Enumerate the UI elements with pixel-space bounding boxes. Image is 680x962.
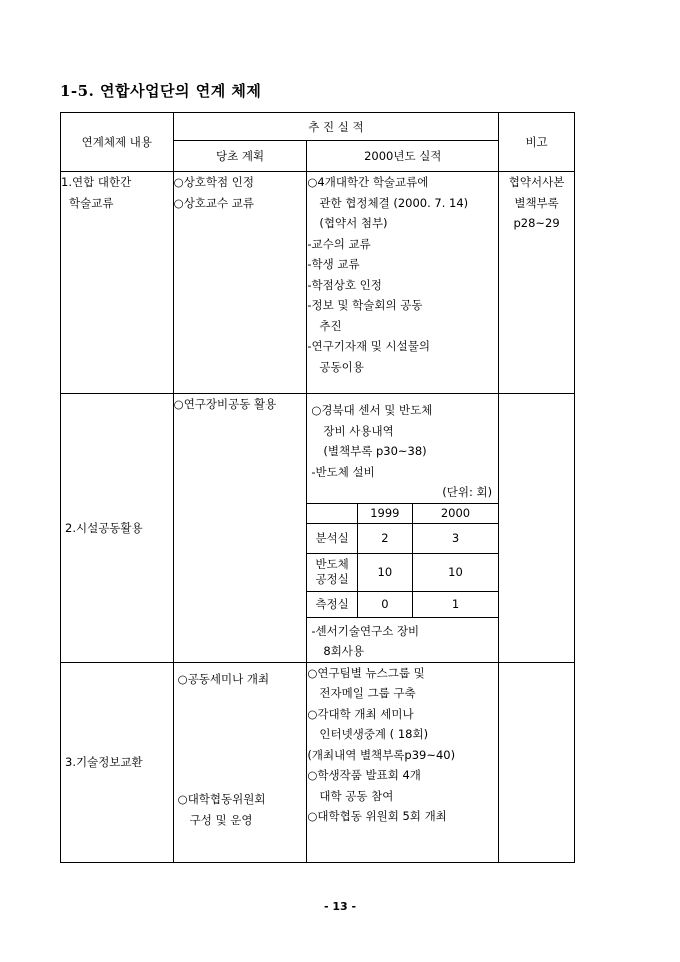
usage-header-blank: [307, 503, 357, 523]
row2-actual: [307, 394, 499, 663]
row3-actual-line: ○대학협동 위원회 5회 개최: [307, 809, 447, 823]
row2-plan: ○연구장비공동 활용: [173, 394, 307, 663]
section-title: 1-5. 연합사업단의 연계 체제: [60, 82, 262, 100]
row1-actual-line: -교수의 교류: [307, 236, 371, 251]
row2-category: 2.시설공동활용: [61, 394, 174, 663]
row1-actual-line: -정보 및 학술회의 공동: [307, 298, 423, 312]
usage-row-label: 분석실: [307, 523, 357, 553]
row2-actual-line: (별책부록 p30~38): [323, 444, 427, 458]
header-remarks: 비고: [499, 113, 575, 172]
row2-actual-line: -반도체 설비: [311, 464, 375, 479]
usage-row-label-line: 반도체: [315, 557, 349, 571]
row2-remarks: [499, 394, 575, 663]
row3-plan-line: ○대학협동위원회: [177, 792, 266, 806]
usage-value: 1: [412, 591, 498, 617]
header-plan: 당초 계획: [173, 141, 307, 172]
usage-row-label-line: 공정실: [315, 572, 349, 586]
row3-actual-line: ○연구팀별 뉴스그룹 및: [307, 665, 425, 680]
unit-label: (단위: 회): [442, 485, 493, 499]
row1-actual-line: -연구기자재 및 시설물의: [307, 339, 430, 353]
row1-remark-line: 협약서사본: [508, 175, 565, 189]
row1-actual-line: ○4개대학간 학술교류에: [307, 175, 429, 189]
row1-remarks: [499, 172, 575, 394]
row2-actual-after-line: 8회사용: [323, 644, 365, 658]
row3-plan-line: 구성 및 운영: [189, 812, 253, 827]
usage-row-label: 측정실: [307, 591, 357, 617]
page-number: - 13 -: [323, 900, 357, 913]
usage-row-label: [307, 553, 357, 591]
row1-category-line: 1.연합 대한간: [61, 175, 132, 189]
row1-actual-line: (협약서 첨부): [319, 216, 388, 230]
row1-actual-line: 관한 협정체결 (2000. 7. 14): [319, 195, 469, 210]
row2-actual-line: ○경북대 센서 및 반도체: [311, 403, 433, 417]
row3-actual-line: 전자메일 그룹 구축: [319, 686, 416, 700]
row3-remarks: [499, 662, 575, 862]
row1-actual-line: -학생 교류: [307, 257, 360, 271]
row3-actual-line: 대학 공동 참여: [319, 788, 394, 803]
usage-value: 0: [357, 591, 412, 617]
usage-value: 10: [412, 553, 498, 591]
row1-actual-line: 추진: [319, 318, 342, 333]
row1-category: [61, 172, 174, 394]
row3-actual-line: 인터넷생중계 ( 18회): [319, 727, 429, 741]
row3-plan: [173, 662, 307, 862]
usage-year: 2000: [412, 503, 498, 523]
row3-actual-line: ○학생작품 발표회 4개: [307, 768, 421, 782]
row3-actual-line: (개최내역 별책부록p39~40): [307, 747, 456, 762]
row3-category: 3.기술정보교환: [61, 662, 174, 862]
row2-actual-line: 장비 사용내역: [323, 423, 394, 438]
row1-actual-line: -학점상호 인정: [307, 277, 382, 292]
row3-plan-line: ○공동세미나 개최: [177, 671, 270, 686]
usage-year: 1999: [357, 503, 412, 523]
header-actual: 2000년도 실적: [307, 141, 499, 172]
row3-actual-line: ○각대학 개최 세미나: [307, 706, 414, 721]
usage-table: [307, 503, 498, 618]
row1-remark-line: p28~29: [513, 216, 560, 230]
row1-actual: [307, 172, 499, 394]
row1-plan: [173, 172, 307, 394]
usage-value: 2: [357, 523, 412, 553]
row1-actual-line: 공동이용: [319, 359, 364, 374]
row1-category-line: 학술교류: [69, 195, 114, 210]
linkage-table: [60, 112, 575, 863]
header-content: 연계체제 내용: [61, 113, 174, 172]
row3-actual: [307, 662, 499, 862]
row1-remark-line: 별책부록: [514, 195, 559, 210]
usage-value: 10: [357, 553, 412, 591]
row1-plan-line: ○상호교수 교류: [173, 195, 254, 210]
header-performance: 추 진 실 적: [173, 113, 498, 141]
row1-plan-line: ○상호학점 인정: [173, 175, 254, 189]
usage-value: 3: [412, 523, 498, 553]
row2-actual-after-line: -센서기술연구소 장비: [311, 623, 420, 638]
